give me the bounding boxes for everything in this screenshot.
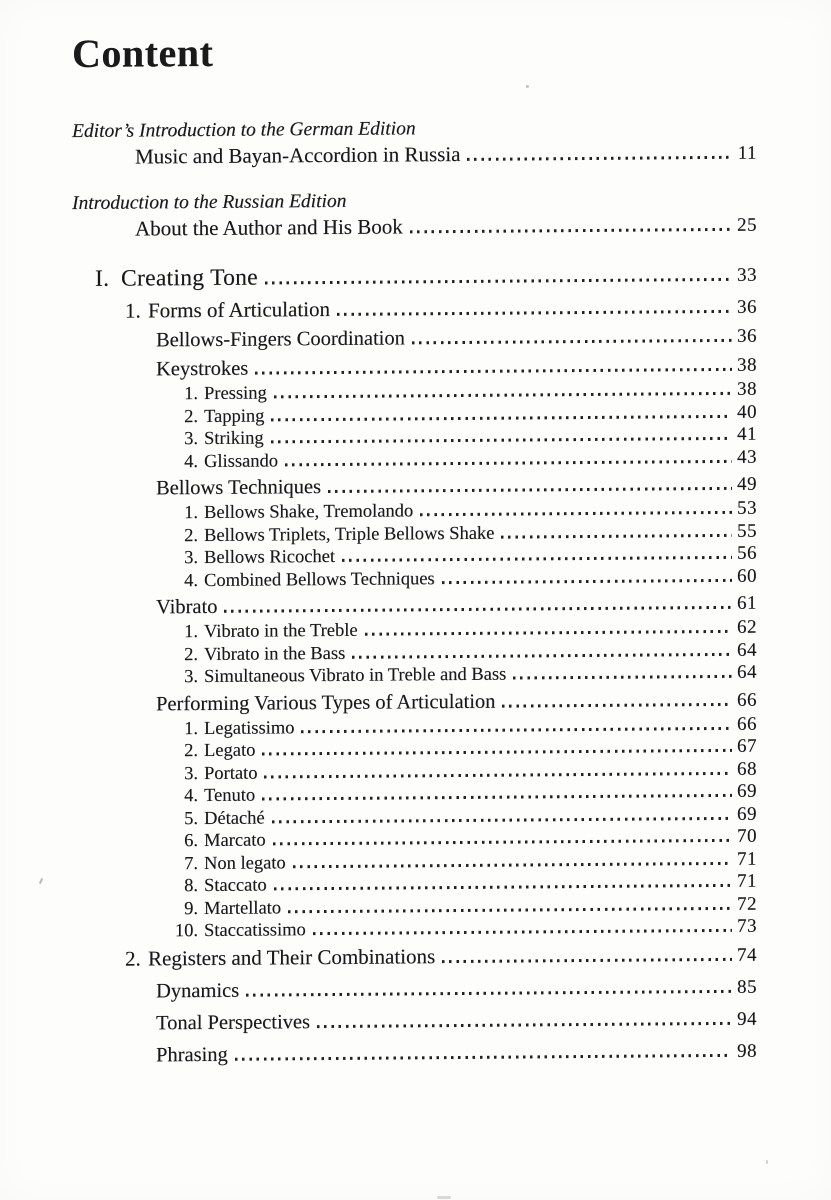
entry-label: Legato — [204, 740, 256, 761]
toc-entry — [125, 293, 757, 326]
page-number: 66 — [737, 713, 757, 735]
dot-leader — [262, 749, 732, 755]
toc-entry — [172, 916, 757, 943]
entry-label: Editor’s Introduction to the German Edition — [72, 118, 416, 142]
entry-label: Martellato — [204, 897, 282, 919]
dot-leader — [513, 675, 732, 679]
page-number: 69 — [737, 780, 757, 802]
dot-leader — [264, 772, 732, 778]
dot-leader — [272, 817, 732, 823]
page-number: 49 — [737, 473, 757, 495]
page-number: 25 — [737, 214, 757, 236]
dot-leader — [352, 653, 732, 659]
dot-leader — [442, 579, 732, 584]
toc-list — [72, 115, 757, 1070]
entry-label: Bellows Triplets, Triple Bellows Shake — [204, 523, 495, 546]
dot-leader — [365, 630, 732, 635]
toc-entry — [156, 1005, 757, 1037]
page-number: 73 — [737, 915, 757, 937]
dot-leader — [271, 437, 732, 443]
entry-number: 1. — [125, 298, 141, 323]
dot-leader — [235, 1054, 732, 1060]
entry-number: 2. — [125, 945, 141, 971]
entry-label: Dynamics — [156, 979, 240, 1002]
entry-label: Creating Tone — [121, 264, 258, 292]
entry-label: Tenuto — [204, 785, 256, 806]
dot-leader — [501, 534, 732, 538]
page-number: 36 — [737, 325, 757, 347]
toc-entry — [172, 662, 757, 689]
dot-leader — [273, 839, 732, 845]
dot-leader — [420, 511, 732, 516]
dot-leader — [313, 929, 732, 935]
page-number: 60 — [737, 565, 757, 587]
entry-label: Détaché — [204, 807, 265, 829]
toc-entry — [156, 1037, 757, 1069]
scan-speck — [39, 878, 43, 884]
page-number: 33 — [737, 264, 757, 286]
entry-number: 2. — [184, 644, 198, 665]
page-number: 43 — [737, 446, 757, 468]
dot-leader — [502, 703, 732, 707]
toc-entry — [95, 259, 757, 296]
dot-leader — [224, 606, 732, 613]
dot-leader — [410, 228, 732, 233]
entry-label: Forms of Articulation — [148, 296, 330, 323]
entry-number: 1. — [184, 622, 198, 643]
entry-number: 1. — [184, 503, 198, 524]
dot-leader — [412, 339, 732, 344]
entry-label: Striking — [204, 428, 264, 449]
entry-number: 4. — [184, 570, 198, 591]
page-number: 69 — [737, 803, 757, 825]
entry-number: 1. — [184, 718, 198, 739]
entry-label: Tonal Perspectives — [156, 1010, 310, 1034]
entry-label: Marcato — [204, 830, 266, 851]
entry-number: 3. — [184, 667, 198, 688]
dot-leader — [255, 368, 732, 374]
dot-leader — [467, 156, 732, 161]
dot-leader — [328, 487, 732, 493]
entry-label: Pressing — [204, 383, 267, 404]
entry-number: 3. — [184, 763, 198, 784]
toc-entry — [172, 565, 757, 592]
toc-entry — [156, 973, 757, 1005]
entry-label: Vibrato in the Bass — [204, 643, 346, 665]
page-number: 53 — [737, 497, 757, 519]
entry-number: 10. — [174, 921, 198, 942]
page-number: 11 — [737, 142, 757, 164]
page-number: 55 — [737, 520, 757, 542]
page-number: 66 — [737, 689, 757, 711]
page-number: 41 — [737, 423, 757, 445]
entry-label: Simultaneous Vibrato in Treble and Bass — [204, 664, 507, 687]
page-number: 61 — [737, 592, 757, 614]
entry-label: Vibrato — [156, 595, 218, 619]
entry-label: Bellows Shake, Tremolando — [204, 501, 414, 523]
page-number: 56 — [737, 542, 757, 564]
page-number: 71 — [737, 870, 757, 892]
entry-label: Phrasing — [156, 1043, 228, 1066]
page-title: Content — [72, 29, 214, 76]
dot-leader — [265, 278, 732, 284]
entry-label: Registers and Their Combinations — [148, 943, 436, 970]
entry-number: 4. — [184, 786, 198, 807]
entry-label: Vibrato in the Treble — [204, 620, 358, 642]
entry-label: Introduction to the Russian Edition — [72, 190, 347, 214]
page-number: 98 — [737, 1040, 757, 1062]
toc-entry — [156, 323, 757, 355]
entry-number: 8. — [184, 876, 198, 897]
page-number: 85 — [737, 976, 757, 998]
dot-leader — [337, 310, 732, 316]
entry-label: Keystrokes — [156, 357, 249, 381]
page-number: 67 — [737, 735, 757, 757]
toc-entry — [172, 446, 757, 473]
entry-number: 7. — [184, 853, 198, 874]
page-number: 64 — [737, 639, 757, 661]
entry-label: About the Author and His Book — [135, 214, 403, 241]
page-number: 71 — [737, 848, 757, 870]
page-number: 70 — [737, 825, 757, 847]
entry-number: 3. — [184, 429, 198, 450]
entry-number: 6. — [184, 831, 198, 852]
page-number: 94 — [737, 1008, 757, 1030]
entry-label: Bellows-Fingers Coordination — [156, 327, 405, 352]
page-content — [72, 0, 757, 1070]
entry-label: Bellows Techniques — [156, 476, 322, 500]
entry-label: Tapping — [204, 405, 265, 427]
entry-label: Performing Various Types of Articulation — [156, 690, 496, 715]
entry-label: Legatissimo — [204, 717, 295, 739]
dot-leader — [246, 990, 732, 996]
page-number: 40 — [737, 401, 757, 423]
dot-leader — [342, 556, 732, 562]
page-number: 62 — [737, 616, 757, 638]
entry-number: 2. — [184, 406, 198, 427]
entry-label: Staccato — [204, 875, 267, 896]
toc-entry — [135, 139, 757, 172]
entry-label: Bellows Ricochet — [204, 546, 336, 568]
toc-entry — [125, 940, 757, 973]
page-number: 72 — [737, 893, 757, 915]
entry-number: 9. — [184, 898, 198, 919]
entry-label: Non legato — [204, 852, 286, 874]
dot-leader — [271, 415, 732, 421]
entry-number: 3. — [184, 548, 198, 569]
dot-leader — [442, 958, 732, 963]
dot-leader — [274, 392, 732, 398]
entry-number: 2. — [184, 525, 198, 546]
entry-number: 1. — [184, 384, 198, 405]
page-number: 68 — [737, 758, 757, 780]
dot-leader — [301, 727, 732, 733]
dot-leader — [285, 460, 732, 466]
dot-leader — [293, 862, 732, 868]
page-number: 38 — [737, 378, 757, 400]
toc-entry — [135, 211, 757, 244]
page-number: 64 — [737, 661, 757, 683]
entry-number: 5. — [184, 808, 198, 829]
scan-speck — [437, 1196, 451, 1199]
page-number: 38 — [737, 354, 757, 376]
entry-label: Staccatissimo — [204, 920, 306, 941]
entry-label: Combined Bellows Techniques — [204, 568, 435, 591]
dot-leader — [317, 1022, 732, 1028]
scan-speck — [766, 1160, 768, 1164]
entry-label: Music and Bayan-Accordion in Russia — [135, 141, 461, 169]
page-number: 36 — [737, 296, 757, 318]
entry-label: Portato — [204, 763, 258, 784]
entry-label: Glissando — [204, 450, 278, 472]
page-number: 74 — [737, 944, 757, 966]
scan-speck — [526, 85, 529, 88]
dot-leader — [288, 907, 732, 913]
dot-leader — [274, 884, 732, 890]
dot-leader — [262, 794, 732, 800]
entry-number: I. — [95, 265, 110, 292]
entry-number: 2. — [184, 741, 198, 762]
entry-number: 4. — [184, 451, 198, 472]
